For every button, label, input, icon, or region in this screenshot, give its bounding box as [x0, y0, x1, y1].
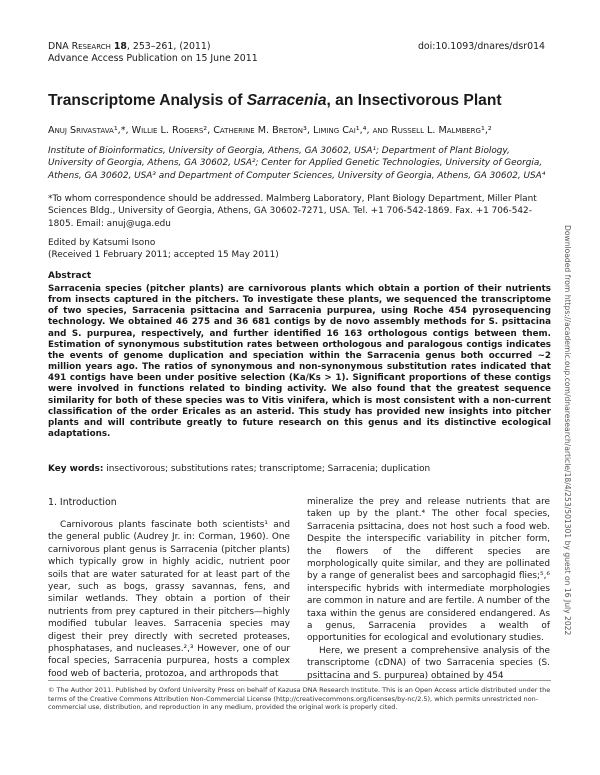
keywords-label: Key words:: [48, 464, 104, 474]
journal-volume: 18: [113, 41, 127, 52]
affiliations: Institute of Bioinformatics, University of Georgia, Athens, GA 30602, USA¹; Department of Plant Biology, University of Georgia, Athens, GA 30602, USA²; Center for Applied Genetic Technologies, University of Georgia, Athens, GA 30602, USA³ and Department of Computer Sciences, University of Georgia, Athens, GA 30602, USA⁴: [48, 146, 546, 181]
article-title: [48, 92, 548, 110]
footnote-divider: [48, 680, 551, 681]
intro-paragraph: mineralize the prey and release nutrients that are taken up by the plant.⁴ The other focal species, Sarracenia psittacina, does not host such a food web. Despite the interspecific variability in pitcher form, the flowers of the different species are morphologically quite similar, and they are pollinated by a range of generalist bees and sarcophagid flies;⁵,⁶ interspecific hybrids with intermediate morphologies are common in nature and are fertile. A number of the taxa within the genus are considered endangered. As a genus, Sarracenia provides a wealth of opportunities for ecological and evolutionary studies.: [307, 497, 550, 644]
received-dates: (Received 1 February 2011; accepted 15 May 2011): [48, 250, 279, 261]
doi-link[interactable]: doi:10.1093/dnares/dsr014: [417, 41, 545, 52]
editor: Edited by Katsumi Isono: [48, 238, 156, 248]
download-watermark: [562, 225, 576, 665]
intro-paragraph: Here, we present a comprehensive analysis of the transcriptome (cDNA) of two Sarracenia species (S. psittacina and S. purpurea) obtained by 454: [307, 645, 550, 681]
journal-pages: , 253–261, (2011): [126, 41, 211, 52]
author-list: Anuj Srivastava¹,*, Willie L. Rogers², Catherine M. Breton³, Liming Cai¹,⁴, and Russell L. Malmberg¹,²: [48, 125, 492, 136]
advance-access: Advance Access Publication on 15 June 2011: [48, 53, 258, 64]
abstract-heading: Abstract: [48, 271, 92, 281]
title-suffix: , an Insectivorous Plant: [326, 92, 502, 109]
keywords: [48, 464, 551, 475]
journal-citation: [48, 41, 258, 65]
editorial-info: [48, 237, 556, 262]
title-prefix: Transcriptome Analysis of: [48, 92, 247, 109]
section-heading-introduction: 1. Introduction: [48, 497, 117, 508]
download-watermark-text: Downloaded from https://academic.oup.com/dnaresearch/article/18/4/253/501301 by guest on 16 July 2022: [563, 225, 572, 636]
keywords-text: insectivorous; substitutions rates; transcriptome; Sarracenia; duplication: [103, 464, 431, 474]
abstract-text: Sarracenia species (pitcher plants) are carnivorous plants which obtain a portion of their nutrients from insects captured in the pitchers. To investigate these plants, we sequenced the transcriptome of two species, Sarracenia psittacina and Sarracenia purpurea, using Roche 454 pyrosequencing technology. We obtained 46 275 and 36 681 contigs by de novo assembly methods for S. psittacina and S. purpurea, respectively, and further identified 16 163 orthologous contigs between them. Estimation of synonymous substitution rates between orthologous and paralogous contigs indicates the events of genome duplication and speciation within the Sarracenia genus both occurred ~2 million years ago. The ratios of synonymous and non-synonymous substitution rates indicated that 491 contigs have been under positive selection (Ka/Ks > 1). Significant proportions of these contigs were involved in functions related to binding activity. We also found that the greatest sequence similarity for both of these species was to Vitis vinifera, which is most consistent with a non-current classification of the order Ericales as an asterid. This study has provided new insights into pitcher plants and will contribute greatly to future research on this genus and its distinctive ecological adaptations.: [48, 284, 551, 440]
intro-paragraph: Carnivorous plants fascinate both scientists¹ and the general public (Audrey Jr. in: Corman, 1960). One carnivorous plant genus is Sarracenia (pitcher plants) which typically grow in highly acidic, nutrient poor soils that are water saturated for at least part of the year, such as bogs, grassy savannas, fens, and similar wetlands. They obtain a portion of their nutrients from prey captured in their pitchers—highly modified tubular leaves. Sarracenia species may digest their prey directly with secreted proteases, phosphatases, and nucleases.²,³ However, one of our focal species, Sarracenia purpurea, hosts a complex food web of bacteria, protozoa, and arthropods that: [48, 520, 290, 679]
correspondence: *To whom correspondence should be addressed. Malmberg Laboratory, Plant Biology Department, Miller Plant Sciences Bldg., University of Georgia, Athens, GA 30602-7271, USA. Tel. +1 706-542-1869. Fax. +1 706-542-1805. Email: anuj@uga.edu: [48, 194, 537, 229]
intro-right-column: [307, 496, 550, 682]
copyright-footnote: © The Author 2011. Published by Oxford University Press on behalf of Kazusa DNA Research Institute. This is an Open Access article distributed under the terms of the Creative Commons Attribution Non-Commercial License (http://creativecommons.org/licenses/by-nc/2.5), which permits unrestricted non-commercial use, distribution, and reproduction in any medium, provided the original work is properly cited.: [48, 686, 551, 712]
title-genus: Sarracenia: [246, 92, 327, 109]
journal-name: DNA Research: [48, 41, 111, 52]
intro-left-column: [48, 519, 290, 680]
